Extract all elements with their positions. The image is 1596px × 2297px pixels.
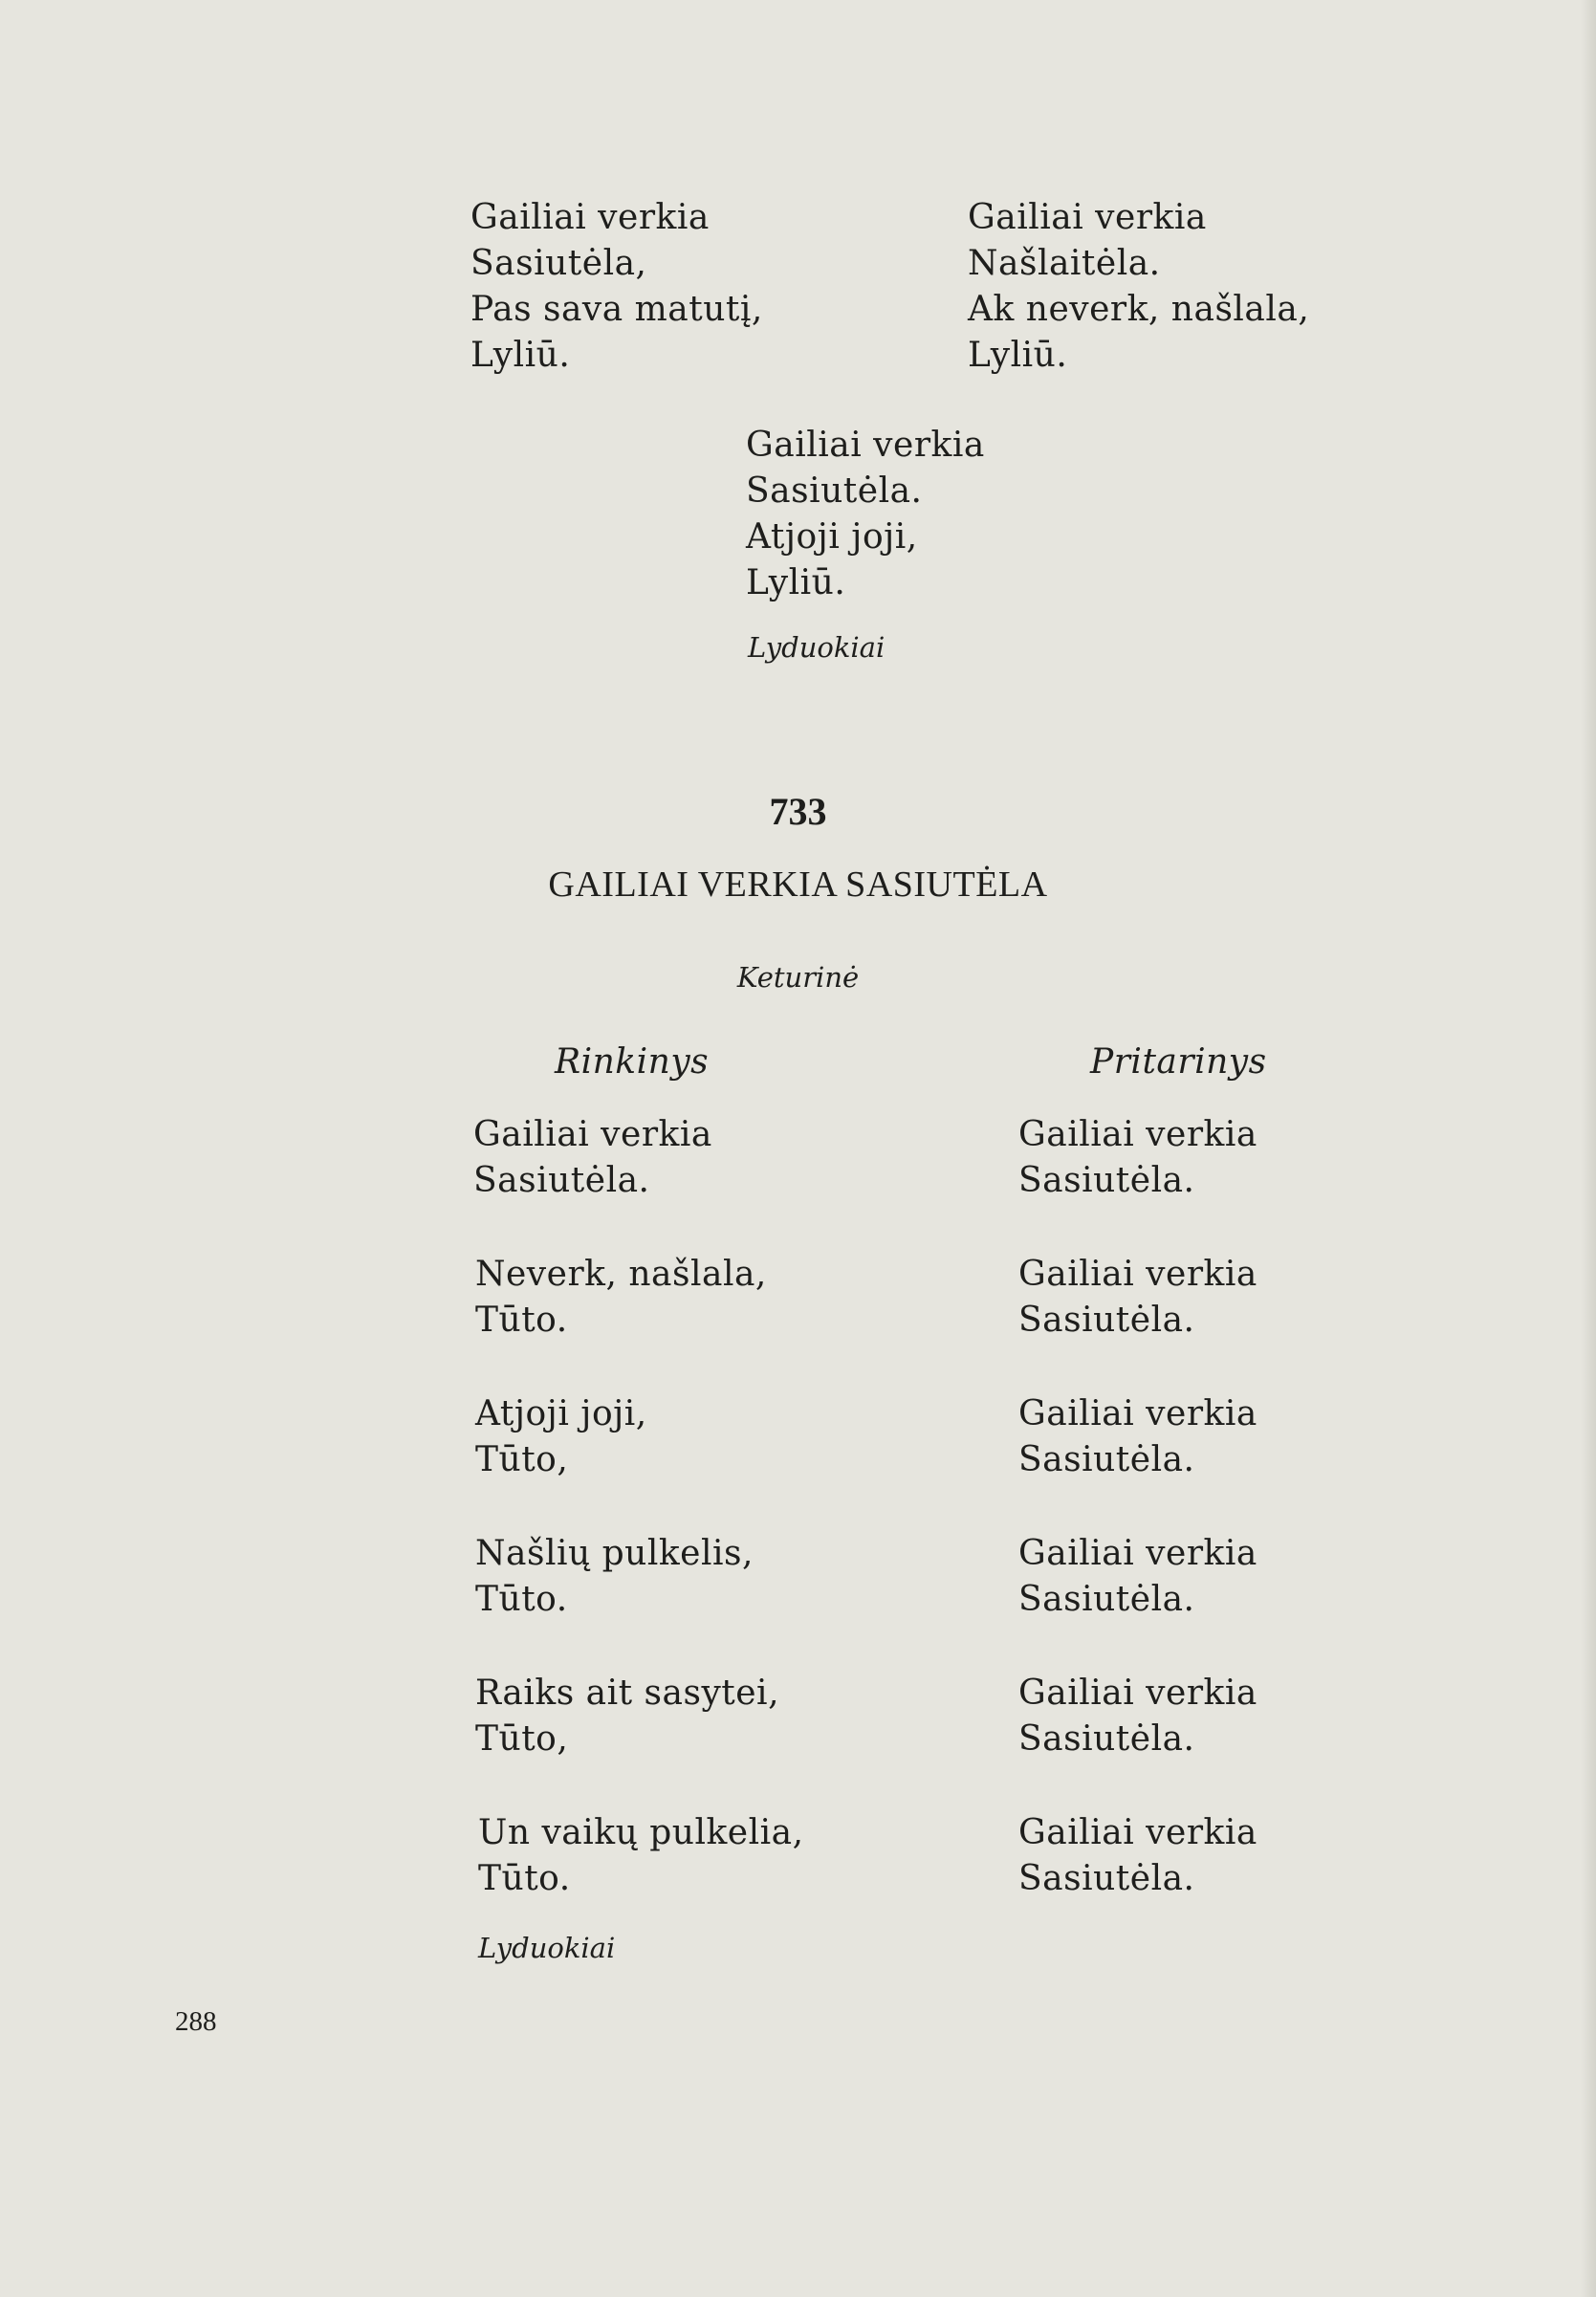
verse-line: Lyliū. bbox=[746, 563, 846, 602]
column-heading-left: Rinkinys bbox=[555, 1042, 710, 1082]
pritarinys-stanza bbox=[1018, 1671, 1257, 1762]
rinkinys-stanza bbox=[475, 1531, 754, 1623]
verse-line: Gailiai verkia bbox=[473, 1115, 712, 1154]
rinkinys-stanza bbox=[473, 1112, 712, 1204]
verse-line: Tūto. bbox=[478, 1859, 571, 1898]
verse-line: Atjoji joji, bbox=[746, 517, 918, 557]
pritarinys-stanza bbox=[1018, 1391, 1257, 1483]
verse-line: Sasiutėla. bbox=[1018, 1440, 1195, 1479]
rinkinys-stanza bbox=[475, 1252, 767, 1344]
verse-line: Sasiutėla. bbox=[1018, 1580, 1195, 1619]
verse-line: Tūto. bbox=[475, 1580, 568, 1619]
verse-line: Sasiutėla. bbox=[1018, 1719, 1195, 1759]
stanza-center bbox=[746, 423, 985, 606]
verse-line: Gailiai verkia bbox=[1018, 1115, 1257, 1154]
song-number: 733 bbox=[769, 790, 827, 833]
verse-line: Lyliū. bbox=[968, 336, 1068, 375]
song-subtitle: Keturinė bbox=[736, 961, 860, 994]
verse-line: Neverk, našlala, bbox=[475, 1255, 767, 1294]
rinkinys-stanza bbox=[478, 1810, 804, 1902]
verse-line: Sasiutėla. bbox=[1018, 1161, 1195, 1200]
stanza-top-left bbox=[470, 195, 763, 379]
pritarinys-stanza bbox=[1018, 1531, 1257, 1623]
rinkinys-stanza bbox=[475, 1391, 647, 1483]
source-label: Lyduokiai bbox=[478, 1932, 616, 1964]
stanza-top-right bbox=[968, 195, 1309, 379]
verse-line: Gailiai verkia bbox=[1018, 1813, 1257, 1852]
verse-line: Lyliū. bbox=[470, 336, 571, 375]
verse-line: Atjoji joji, bbox=[475, 1394, 647, 1433]
pritarinys-stanza bbox=[1018, 1810, 1257, 1902]
pritarinys-stanza bbox=[1018, 1112, 1257, 1204]
rinkinys-stanza bbox=[475, 1671, 779, 1762]
column-heading-right: Pritarinys bbox=[1090, 1042, 1267, 1082]
verse-line: Raiks ait sasytei, bbox=[475, 1674, 780, 1713]
verse-line: Našlaitėla. bbox=[968, 244, 1161, 283]
pritarinys-stanza bbox=[1018, 1252, 1257, 1344]
verse-line: Sasiutėla. bbox=[473, 1161, 650, 1200]
verse-line: Tūto. bbox=[475, 1301, 568, 1340]
verse-line: Gailiai verkia bbox=[1018, 1394, 1257, 1433]
verse-line: Gailiai verkia bbox=[470, 198, 710, 237]
verse-line: Sasiutėla, bbox=[470, 244, 647, 283]
page-number: 288 bbox=[175, 2006, 217, 2037]
verse-line: Ak neverk, našlala, bbox=[968, 290, 1310, 329]
verse-line: Tūto, bbox=[475, 1719, 569, 1759]
verse-line: Sasiutėla. bbox=[1018, 1301, 1195, 1340]
verse-line: Gailiai verkia bbox=[1018, 1255, 1257, 1294]
verse-line: Tūto, bbox=[475, 1440, 569, 1479]
verse-line: Gailiai verkia bbox=[746, 426, 985, 465]
verse-line: Sasiutėla. bbox=[1018, 1859, 1195, 1898]
source-label: Lyduokiai bbox=[748, 631, 885, 664]
verse-line: Gailiai verkia bbox=[968, 198, 1207, 237]
song-title: GAILIAI VERKIA SASIUTĖLA bbox=[548, 864, 1048, 905]
verse-line: Našlių pulkelis, bbox=[475, 1534, 754, 1573]
verse-line: Sasiutėla. bbox=[746, 471, 923, 511]
verse-line: Gailiai verkia bbox=[1018, 1674, 1257, 1713]
page-edge-shadow bbox=[1581, 0, 1596, 2297]
verse-line: Pas sava matutį, bbox=[470, 290, 763, 329]
verse-line: Un vaikų pulkelia, bbox=[478, 1813, 804, 1852]
verse-line: Gailiai verkia bbox=[1018, 1534, 1257, 1573]
